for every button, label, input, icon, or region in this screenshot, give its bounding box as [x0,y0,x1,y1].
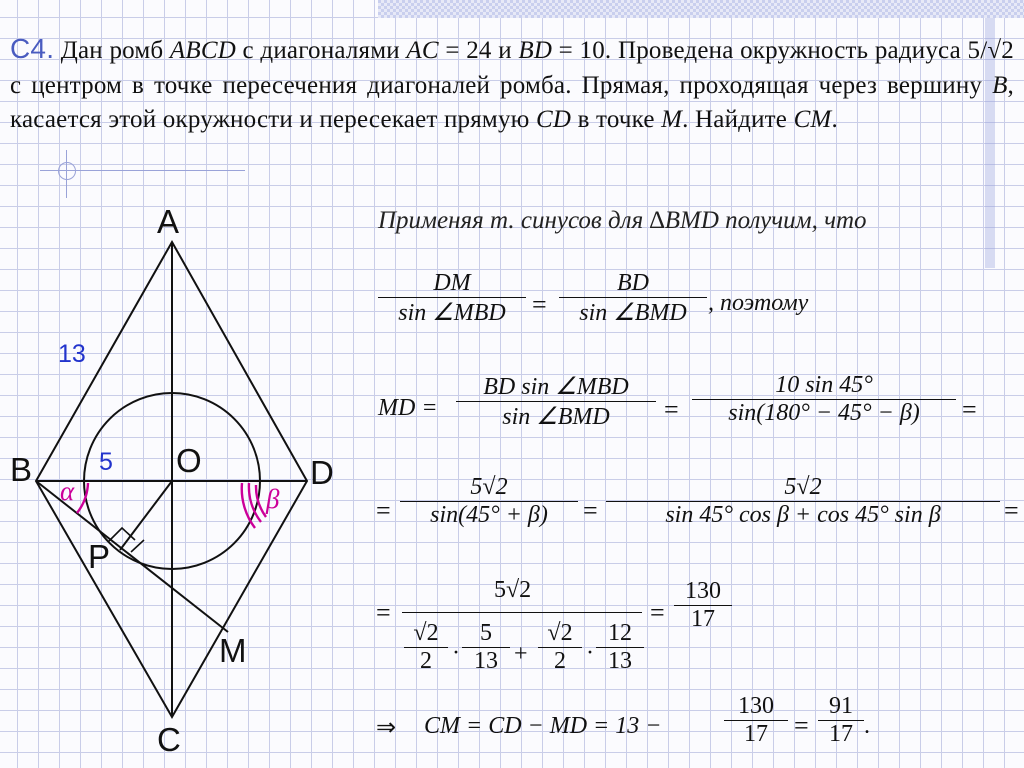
angle-beta-label: β [266,484,280,514]
denominator: sin ∠BMD [559,297,707,327]
equals-sign: = [794,711,809,740]
multiply-dot: · [586,640,594,666]
fraction [462,620,510,675]
problem-var: CM [793,106,832,133]
equals-sign: = [376,598,391,627]
problem-var: B [992,71,1008,99]
text-therefore: , поэтому [708,290,809,316]
numerator: BD [617,270,649,296]
fraction [400,474,578,529]
point-label-p: P [88,538,111,575]
problem-text: с диагоналями [235,37,407,64]
radius-op [120,481,172,550]
denominator: sin(180° − 45° − β) [692,399,956,427]
equals-sign: = [1004,496,1019,525]
fraction [596,620,644,675]
vertex-label-c: C [157,721,181,758]
equals-sign: = [962,395,977,424]
denominator: 17 [674,605,732,633]
problem-text: . [831,106,838,133]
numerator: 91 [829,693,853,719]
rhombus-figure [0,195,380,768]
numerator: 12 [608,620,632,646]
denominator: 17 [724,720,788,748]
problem-var: AC [406,37,439,64]
fraction [818,693,864,748]
problem-var: M [661,106,683,133]
numerator: 5√2 [784,474,822,500]
denominator: sin(45° + β) [400,501,578,529]
numerator: 130 [738,693,774,719]
plus-sign: + [514,641,528,667]
equals-sign: = [376,496,391,525]
fraction [724,693,788,748]
md-label: MD = [378,395,438,421]
numerator: BD sin ∠MBD [483,374,629,400]
angle-alpha-label: α [60,476,75,506]
fraction [456,372,656,431]
fraction [538,620,582,675]
denominator: 17 [818,720,864,748]
problem-text: = 24 и [438,37,519,64]
radius-label: 5 [99,448,113,476]
vertex-label-d: D [310,454,334,491]
fraction [692,372,956,427]
problem-number: С4. [10,33,55,64]
problem-text: . Найдите [682,106,794,133]
fraction [606,474,1000,529]
problem-text: , касается этой окружности и пересекает прямую [10,71,1014,133]
problem-text: Дан ромб [54,37,170,64]
equals-sign: = [664,395,679,424]
point-label-m: M [219,632,247,669]
numerator: 130 [685,578,721,604]
equals-sign: = [532,290,547,319]
denominator: 2 [538,647,582,675]
numerator: √2 [413,620,439,646]
numerator: 10 sin 45° [775,372,873,398]
cm-expression: CM = CD − MD = 13 − [424,713,662,739]
right-angle-mark [131,540,144,552]
numerator: DM [433,270,471,296]
numerator: 5 [480,620,492,646]
angle-beta-arc [256,485,266,517]
fraction [404,620,448,675]
angle-alpha-arc [77,483,88,513]
fraction [378,270,526,327]
denominator: 13 [596,647,644,675]
problem-statement [10,32,1014,138]
denominator: 13 [462,647,510,675]
vertex-label-a: A [157,203,180,240]
denominator: sin ∠MBD [378,297,526,327]
denominator: 2 [404,647,448,675]
implies-arrow: ⇒ [376,715,397,741]
solution-intro: Применяя т. синусов для ∆BMD получим, что [378,207,867,234]
decorative-crosshair-circle [58,162,76,180]
problem-var: CD [535,106,572,133]
denominator: sin 45° cos β + cos 45° sin β [606,501,1000,529]
problem-text: = 10. Проведена окружность радиуса 5/√2 с центром в точке пересечения диагоналей ромба. Прямая, проходящая через вершину [10,37,1014,99]
side-length-label: 13 [58,340,86,368]
numerator: √2 [547,620,573,646]
fraction [674,578,732,633]
main-fraction-bar [402,612,642,613]
numerator: 5√2 [470,474,508,500]
equals-sign: = [583,496,598,525]
multiply-dot: · [452,640,460,666]
problem-var: BD [518,37,553,64]
decorative-top-band [378,0,1024,18]
denominator: sin ∠BMD [456,401,656,431]
fraction [559,270,707,327]
equals-sign: = [650,598,665,627]
problem-var: ABCD [169,37,236,64]
big-numerator: 5√2 [494,577,532,603]
problem-text: в точке [571,106,662,133]
center-label-o: O [176,442,202,479]
period: . [864,713,870,739]
vertex-label-b: B [10,451,33,488]
